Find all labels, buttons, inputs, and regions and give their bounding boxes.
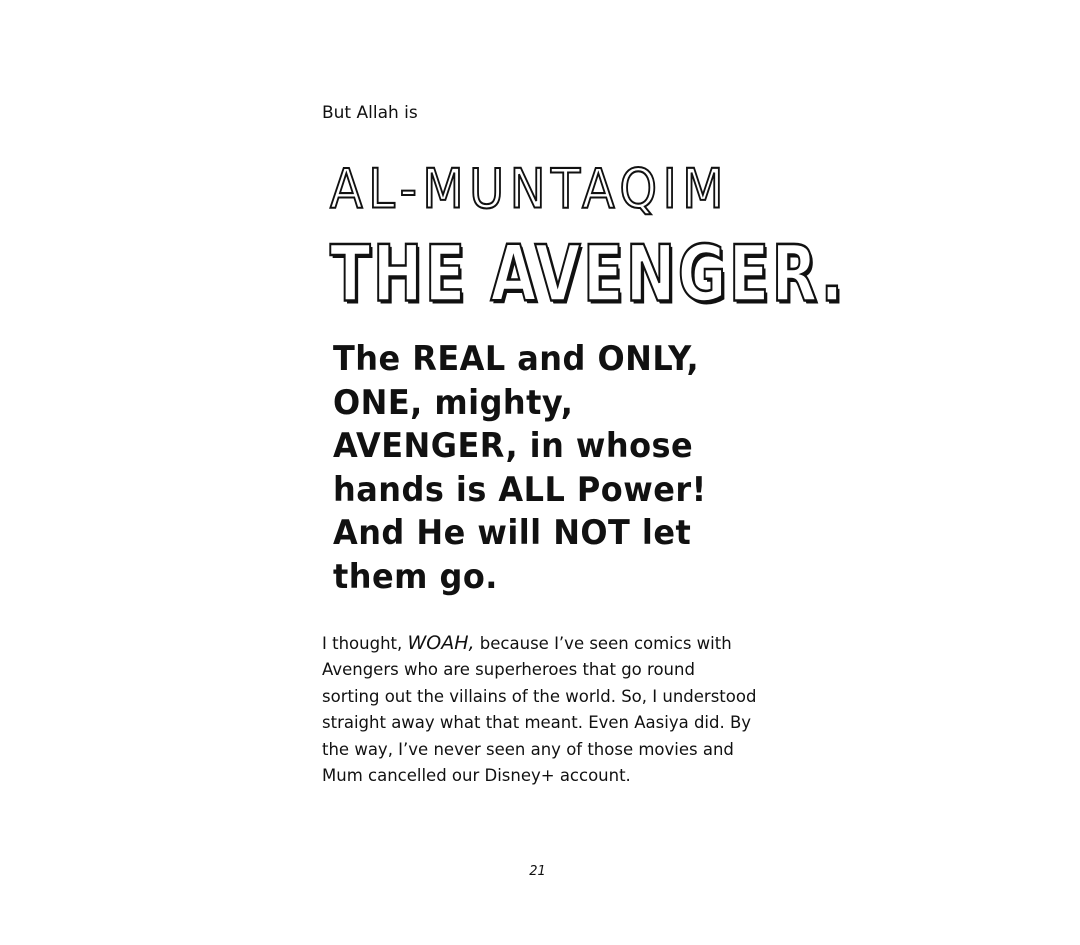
paragraph-line: the way, I’ve never seen any of those movies and [322, 739, 734, 759]
emphasis-line: And He will NOT let [333, 513, 692, 553]
body-paragraph [322, 630, 772, 789]
paragraph-line: straight away what that meant. Even Aasiya did. By [322, 713, 752, 733]
paragraph-text: I thought, [322, 634, 408, 653]
paragraph-line: Avengers who are superheroes that go round [322, 660, 695, 680]
paragraph-line: Mum cancelled our Disney+ account. [322, 766, 631, 786]
emphasis-line: hands is ALL Power! [333, 469, 707, 510]
emphasis-line: them go. [333, 556, 498, 597]
heading-english-name: THE AVENGER. [330, 228, 846, 319]
paragraph-line: sorting out the villains of the world. So, I understood [322, 686, 757, 706]
paragraph-emphasis: WOAH, [407, 632, 475, 654]
page-number: 21 [529, 864, 546, 879]
emphasis-block [333, 338, 753, 599]
paragraph-text: because I’ve seen comics with [474, 634, 732, 653]
emphasis-line: AVENGER, in whose [333, 426, 694, 466]
emphasis-line: The REAL and ONLY, [333, 339, 700, 379]
paragraph-line [322, 630, 772, 657]
heading-arabic-name: AL-MUNTAQIM [330, 158, 730, 221]
intro-text: But Allah is [322, 103, 418, 123]
emphasis-line: ONE, mighty, [333, 382, 574, 423]
